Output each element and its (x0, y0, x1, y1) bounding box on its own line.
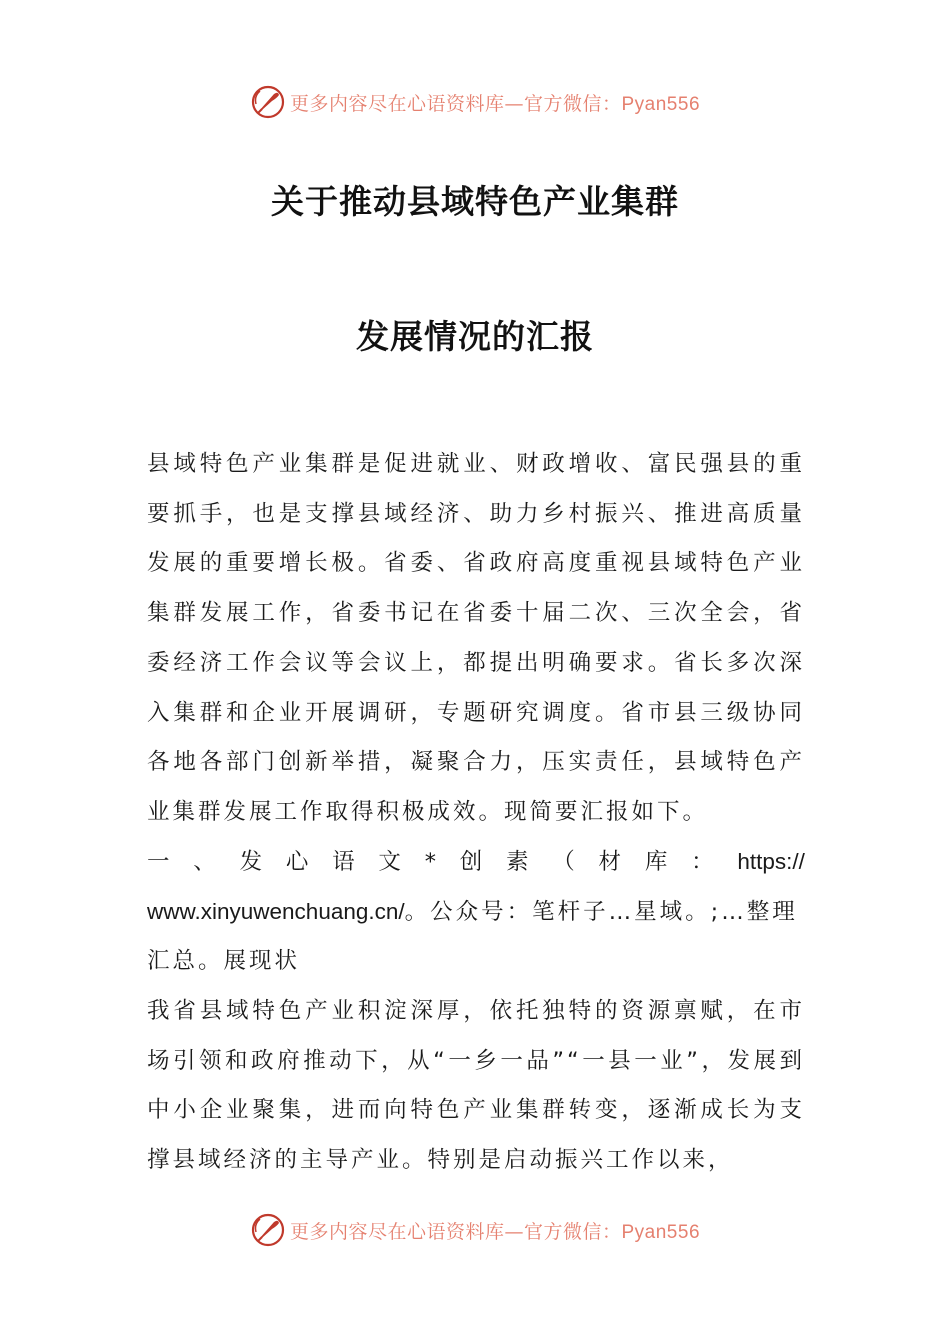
paragraph-text: 县域特色产业集群是促进就业、财政增收、富民强县的重要抓手，也是支撑县域经济、助力乡村振兴、推进高质量发展的重要增长极。省委、省政府高度重视县域特色产业集群发展工作，省委书记在省委十届二次、三次全会，省委经济工作会议等会议上，都提出明确要求。省长多次深入集群和企业开展调研，专题研究调度。省市县三级协同各地各部门创新举措，凝聚合力，压实责任，县域特色产业集群发展工作取得积极成效。现简要汇报如下。 (147, 451, 805, 825)
heading-char: https:// (737, 849, 805, 874)
intro-paragraph (147, 440, 805, 838)
heading-char: 材 (598, 849, 622, 875)
section-heading-paragraph (147, 837, 805, 987)
website-url: www.xinyuwenchuang.cn/ (147, 898, 405, 924)
heading-char: * (424, 849, 436, 875)
heading-char: 心 (285, 849, 309, 875)
heading-char: 创 (459, 849, 483, 875)
heading-char: ： (691, 849, 714, 875)
heading-char: 文 (378, 849, 401, 875)
heading-char: 、 (193, 849, 216, 875)
heading-char: 一 (147, 849, 170, 875)
heading-char: 发 (239, 849, 263, 875)
banner-text: 更多内容尽在心语资料库—官方微信：Pyan556 (289, 92, 701, 115)
banner-text: 更多内容尽在心语资料库—官方微信：Pyan556 (289, 1220, 701, 1243)
paragraph-text: 我省县域特色产业积淀深厚，依托独特的资源禀赋，在市场引领和政府推动下，从“一乡一品”“一县一业”，发展到中小企业聚集，进而向特色产业集群转变，逐渐成长为支撑县域经济的主导产业。特别是启动振兴工作以来， (147, 998, 805, 1174)
quill-pen-logo-icon (250, 84, 286, 120)
footer-banner (0, 1210, 950, 1250)
document-title-line-1: 关于推动县域特色产业集群 (271, 182, 679, 221)
section-heading-line (147, 837, 805, 887)
section-heading-line-2: www.xinyuwenchuang.cn/。公众号：笔杆子…星域。;…整理 (147, 898, 798, 925)
quill-pen-logo-icon (250, 1212, 286, 1248)
heading-char: 素 (505, 849, 529, 875)
heading-char: 库 (644, 849, 668, 875)
heading-char: （ (552, 849, 575, 875)
document-title-line-2: 发展情况的汇报 (356, 317, 594, 356)
section-heading-line-3: 汇总。展现状 (147, 948, 301, 975)
header-banner (0, 82, 950, 122)
status-paragraph (147, 987, 805, 1186)
heading-char: 语 (332, 849, 355, 875)
